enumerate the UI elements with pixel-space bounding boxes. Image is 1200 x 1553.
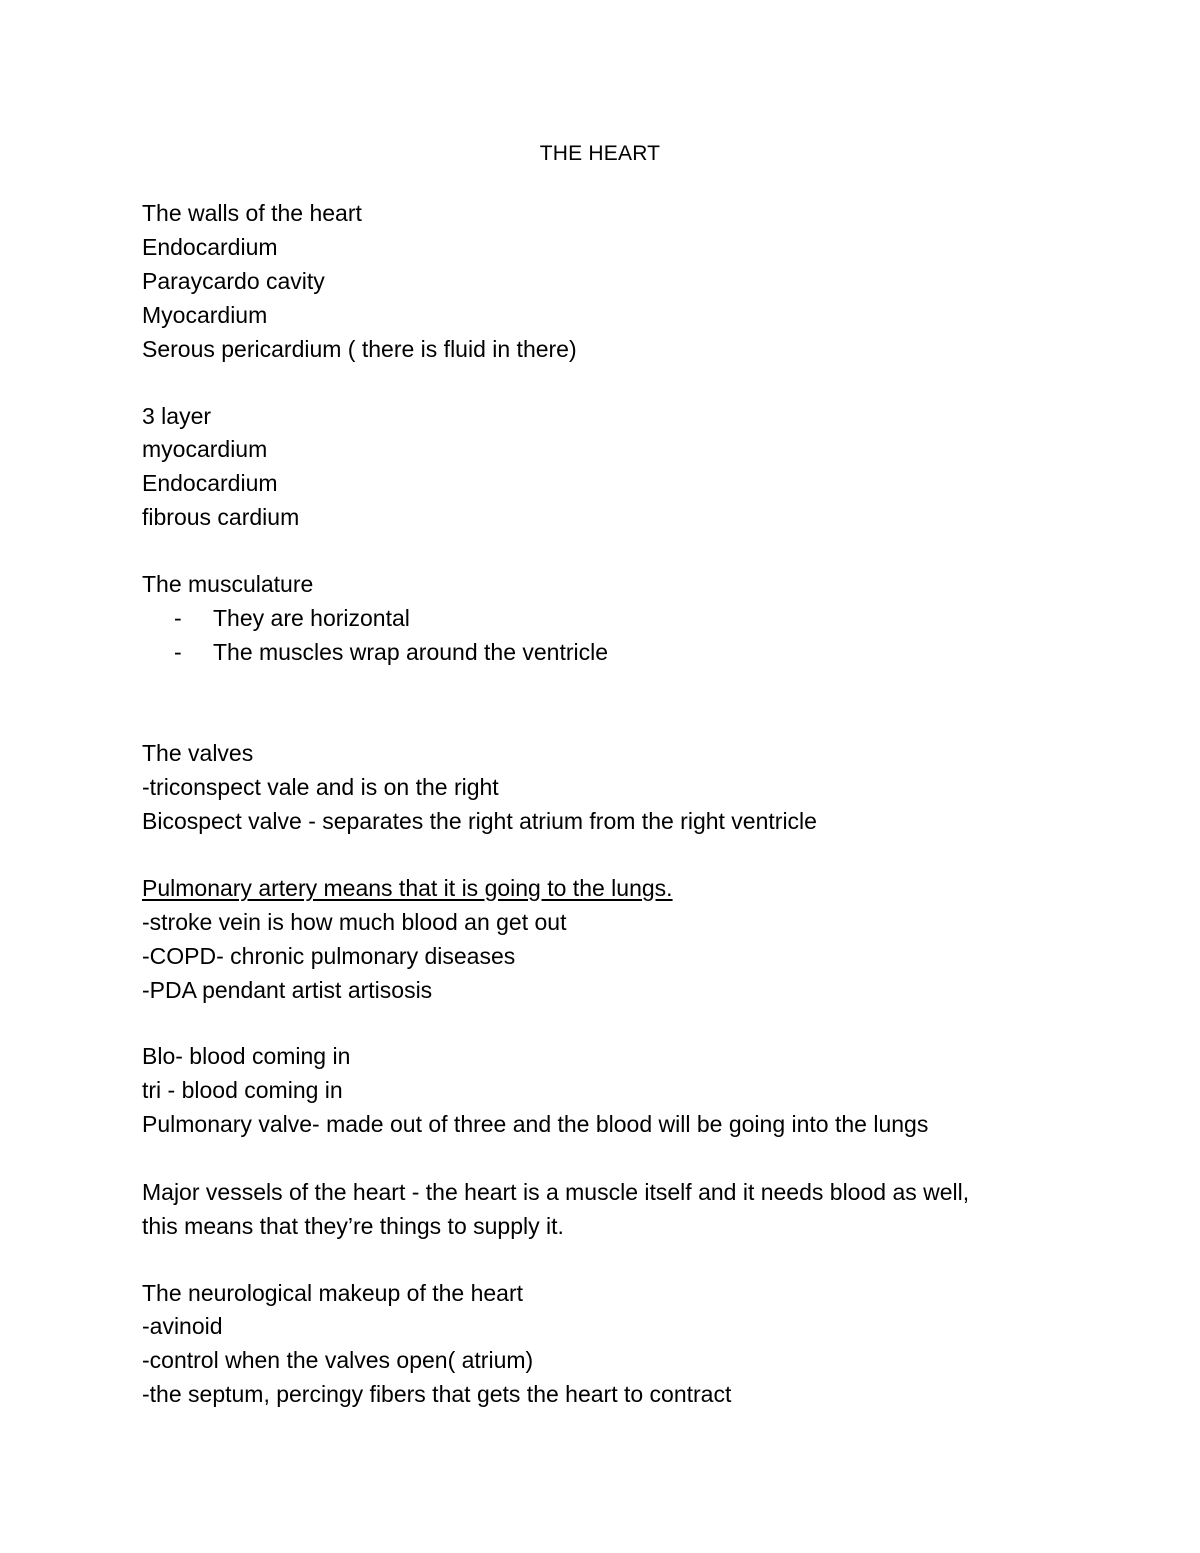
walls-item: Serous pericardium ( there is fluid in there) xyxy=(142,336,577,362)
layers-item: Endocardium xyxy=(142,470,278,496)
walls-item: Paraycardo cavity xyxy=(142,268,325,294)
valves-heading: The valves xyxy=(142,740,254,766)
walls-item: Endocardium xyxy=(142,234,278,260)
neuro-item: -control when the valves open( atrium) xyxy=(142,1347,534,1373)
musculature-bullet: The muscles wrap around the ventricle xyxy=(213,639,609,665)
pulmonary-heading: Pulmonary artery means that it is going to the lungs. xyxy=(142,875,673,901)
musculature-bullet: They are horizontal xyxy=(213,605,410,631)
blood-item: Pulmonary valve- made out of three and the blood will be going into the lungs xyxy=(142,1111,929,1137)
pulmonary-item: -PDA pendant artist artisosis xyxy=(142,977,433,1003)
walls-item: Myocardium xyxy=(142,302,268,328)
pulmonary-item: -stroke vein is how much blood an get out xyxy=(142,909,567,935)
neuro-item: -the septum, percingy fibers that gets the heart to contract xyxy=(142,1381,732,1407)
musculature-heading: The musculature xyxy=(142,571,314,597)
walls-heading: The walls of the heart xyxy=(142,200,362,226)
vessels-line: Major vessels of the heart - the heart is a muscle itself and it needs blood as well, xyxy=(142,1179,970,1205)
layers-heading: 3 layer xyxy=(142,403,212,429)
blood-item: tri - blood coming in xyxy=(142,1077,343,1103)
layers-item: fibrous cardium xyxy=(142,504,300,530)
valves-item: -triconspect vale and is on the right xyxy=(142,774,499,800)
neuro-heading: The neurological makeup of the heart xyxy=(142,1280,524,1306)
pulmonary-item: -COPD- chronic pulmonary diseases xyxy=(142,943,516,969)
vessels-line: this means that they’re things to supply it. xyxy=(142,1213,564,1239)
valves-item: Bicospect valve - separates the right atrium from the right ventricle xyxy=(142,808,817,834)
bullet-dash: - xyxy=(174,605,182,631)
neuro-item: -avinoid xyxy=(142,1313,223,1339)
layers-item: myocardium xyxy=(142,436,268,462)
blood-item: Blo- blood coming in xyxy=(142,1043,351,1069)
bullet-dash: - xyxy=(174,639,182,665)
document-title: THE HEART xyxy=(539,142,661,165)
